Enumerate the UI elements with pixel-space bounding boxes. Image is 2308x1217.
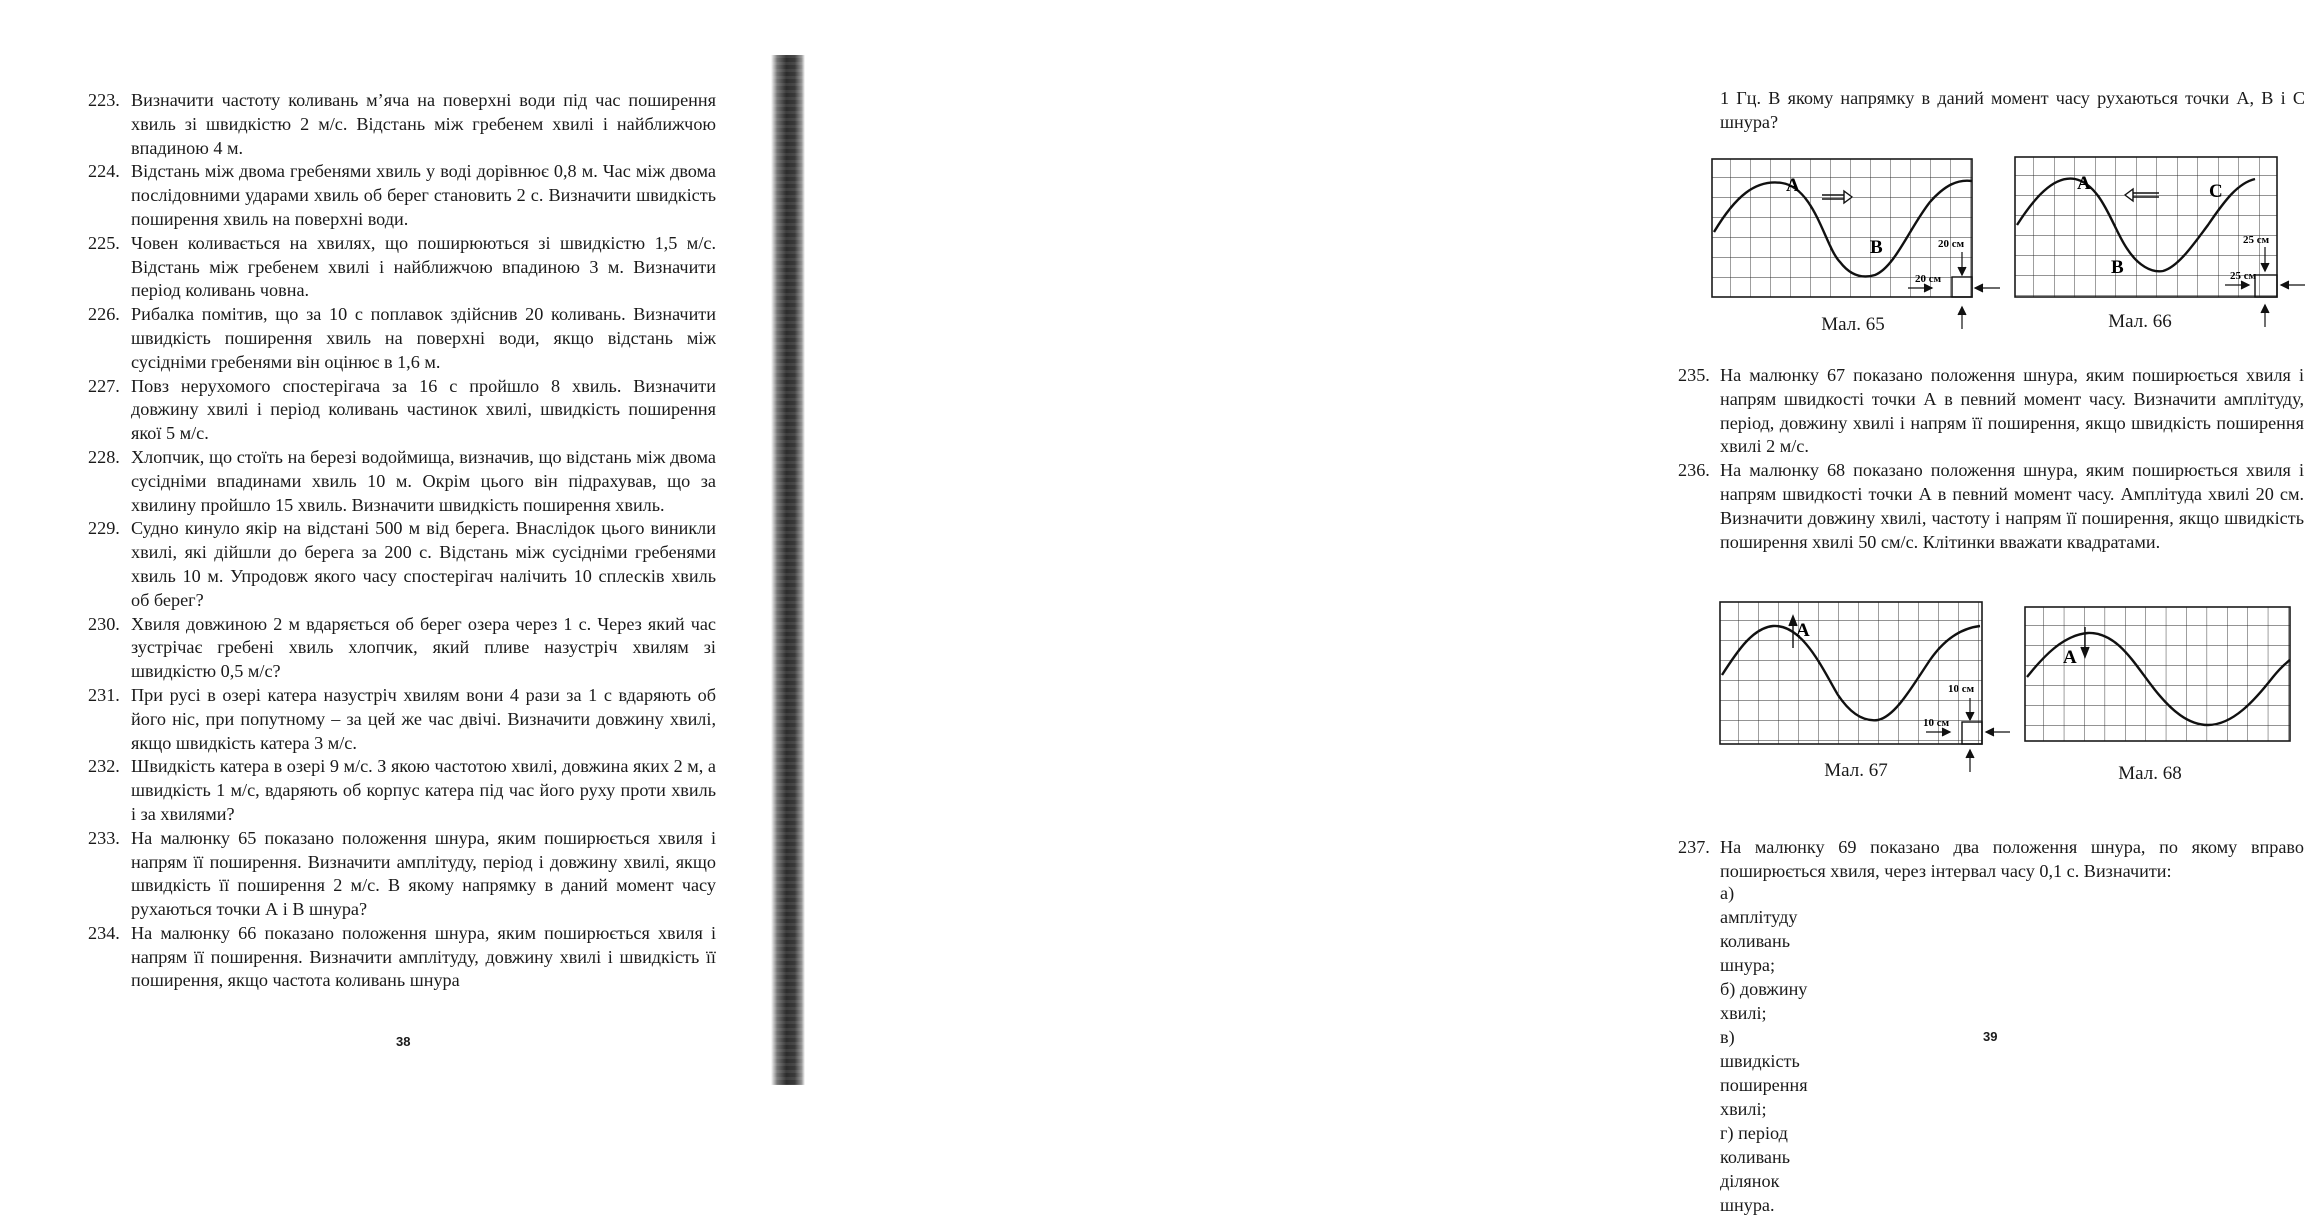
problem-text: На малюнку 65 показано положення шнура, яким поширюється хвиля і напрям її поширення. Визначити амплітуду, період і довжину хвилі, якщо швидкість її поширення 2 м/с. В якому напрямку в даний момент часу рухаються точки А і В шнура? [131,827,716,920]
problem-text: Хвиля довжиною 2 м вдаряється об берег озера через 1 с. Через який час зустрічає гребені хвиль хлопчик, який пливе назустріч хвилям зі швидкістю 0,5 м/с? [131,613,716,682]
problem-text: Хлопчик, що стоїть на березі водоймища, визначив, що відстань між двома сусідніми впадинами хвиль 10 м. Окрім цього він підрахував, що за хвилину пройшло 15 хвиль. Визначити швидкість поширення хвиль. [131,446,716,515]
problem-229 [88,517,716,612]
figure-66 [2013,155,2308,330]
problem-number: 234. [88,922,120,943]
page-number-left: 38 [396,1034,411,1049]
problem-text: Визначити частоту коливань м’яча на поверхні води під час поширення хвиль зі швидкістю 2 м/с. Відстань між гребенем хвилі і найближчою впадиною 4 м. [131,90,716,158]
figure-68 [2023,605,2293,745]
problem-text: На малюнку 68 показано положення шнура, яким поширюється хвиля і напрям швидкості точки А в певний момент часу. Амплітуда хвилі 20 см. Визначити довжину хвилі, частоту і напрям її поширення, якщо швидкість поширення хвилі 50 см/с. Клітинки вважати квадратами. [1720,460,2304,552]
problem-230 [88,613,716,684]
problem-236 [1678,459,2304,554]
caption-fig-66: Мал. 66 [2108,311,2172,332]
problem-text: Швидкість катера в озері 9 м/с. З якою частотою хвилі, довжина яких 2 м, а швидкість 1 м/с, вдаряють об корпус катера під час його руху проти хвиль і за хвилями? [131,756,716,824]
problem-list-left [88,89,716,993]
problem-224 [88,160,716,231]
problem-text: На малюнку 69 показано два положення шнура, по якому вправо поширюється хвиля, через інтервал часу 0,1 с. Визначити: [1720,837,2304,881]
problem-number: 235. [1678,365,1710,385]
subitem-b: б) довжину хвилі; [1720,979,1808,1023]
page-number-right: 39 [1983,1029,1998,1044]
problem-228 [88,446,716,517]
scale-label-vertical: 20 см [1938,238,1965,250]
problem-number: 226. [88,304,120,325]
problem-list-right [1678,364,2304,554]
caption-fig-68: Мал. 68 [2118,763,2182,784]
problem-231 [88,684,716,755]
problem-number: 229. [88,518,120,539]
figure-65 [1710,157,2000,332]
problem-number: 236. [1678,460,1710,481]
problem-text: Човен коливається на хвилях, що поширюються зі швидкістю 1,5 м/с. Відстань між гребенем хвилі і найближчою впадиною 3 м. Визначити період коливань човна. [131,232,716,301]
problem-text: Відстань між двома гребенями хвиль у воді дорівнює 0,8 м. Час між двома послідовними ударами хвиль об берег становить 2 с. Визначити швидкість поширення хвиль на поверхні води. [131,161,716,229]
point-label-c: C [2209,181,2223,202]
problem-232 [88,755,716,826]
point-label-a: A [2063,647,2077,668]
scale-label-vertical: 25 см [2243,234,2270,246]
problem-227 [88,375,716,446]
problem-text: На малюнку 66 показано положення шнура, яким поширюється хвиля і напрям її поширення. Визначити амплітуду, довжину хвилі і швидкість її поширення, якщо частота коливань шнура [131,922,716,991]
problem-237-subitems [1720,881,1808,1217]
left-page [0,0,770,1133]
point-label-a: A [1786,175,1800,196]
subitem-v: в) швидкість поширення хвилі; [1720,1027,1808,1119]
grid [2025,607,2290,741]
scale-label-horizontal: 10 см [1923,717,1950,729]
subitem-a: а) амплітуду коливань шнура; [1720,883,1798,975]
figure-67 [1718,600,2013,775]
problem-number: 225. [88,232,120,253]
problem-text: Судно кинуло якір на відстані 500 м від берега. Внаслідок цього виникли хвилі, які дійшли до берега за 200 с. Відстань між сусідніми гребенями хвиль 10 м. Упродовж якого часу спостерігач налічить 10 сплесків хвиль об берег? [131,518,716,610]
point-label-b: B [2111,257,2124,278]
caption-fig-65: Мал. 65 [1821,314,1885,335]
problem-233 [88,827,716,922]
subitem-g: г) період коливань ділянок шнура. [1720,1123,1791,1215]
problem-number: 232. [88,756,120,777]
right-page [805,0,2305,1215]
problem-number: 233. [88,827,120,848]
problem-text: На малюнку 67 показано положення шнура, яким поширюється хвиля і напрям швидкості точки А в певний момент часу. Визначити амплітуду, період, довжину хвилі і напрям її поширення, якщо швидкість поширення хвилі 2 м/с. [1720,365,2304,457]
problem-225 [88,232,716,303]
scale-label-horizontal: 20 см [1915,273,1942,285]
problem-number: 228. [88,446,120,467]
scale-label-horizontal: 25 см [2230,270,2257,282]
point-label-a: A [1796,620,1810,641]
problem-text: Повз нерухомого спостерігача за 16 с пройшло 8 хвиль. Визначити довжину хвилі і період коливань частинок хвилі, швидкість поширення якої 5 м/с. [131,375,716,444]
problem-list-right-2 [1678,836,2304,884]
problem-number: 224. [88,161,120,182]
problem-number: 230. [88,613,120,634]
problem-number: 231. [88,684,120,705]
problem-237 [1678,836,2304,884]
book-spine-shadow [771,55,805,1085]
problem-number: 223. [88,90,120,110]
problem-text: При русі в озері катера назустріч хвилям вони 4 рази за 1 с вдаряють об його ніс, при попутному – за цей же час двічі. Визначити довжину хвилі, якщо швидкість катера 3 м/с. [131,684,716,753]
point-label-a: A [2077,173,2091,194]
problem-234 [88,922,716,993]
problem-223 [88,89,716,160]
problem-234-continuation: 1 Гц. В якому напрямку в даний момент часу рухаються точки А, В і С шнура? [1720,88,2305,132]
problem-number: 227. [88,375,120,396]
caption-fig-67: Мал. 67 [1824,760,1888,781]
problem-226 [88,303,716,374]
point-label-b: B [1870,237,1883,258]
problem-number: 237. [1678,837,1710,857]
problem-text: Рибалка помітив, що за 10 с поплавок здійснив 20 коливань. Визначити швидкість поширення хвиль на поверхні води, якщо відстань між сусідніми гребенями він оцінює в 1,6 м. [131,304,716,372]
problem-235 [1678,364,2304,459]
scale-label-vertical: 10 см [1948,683,1975,695]
